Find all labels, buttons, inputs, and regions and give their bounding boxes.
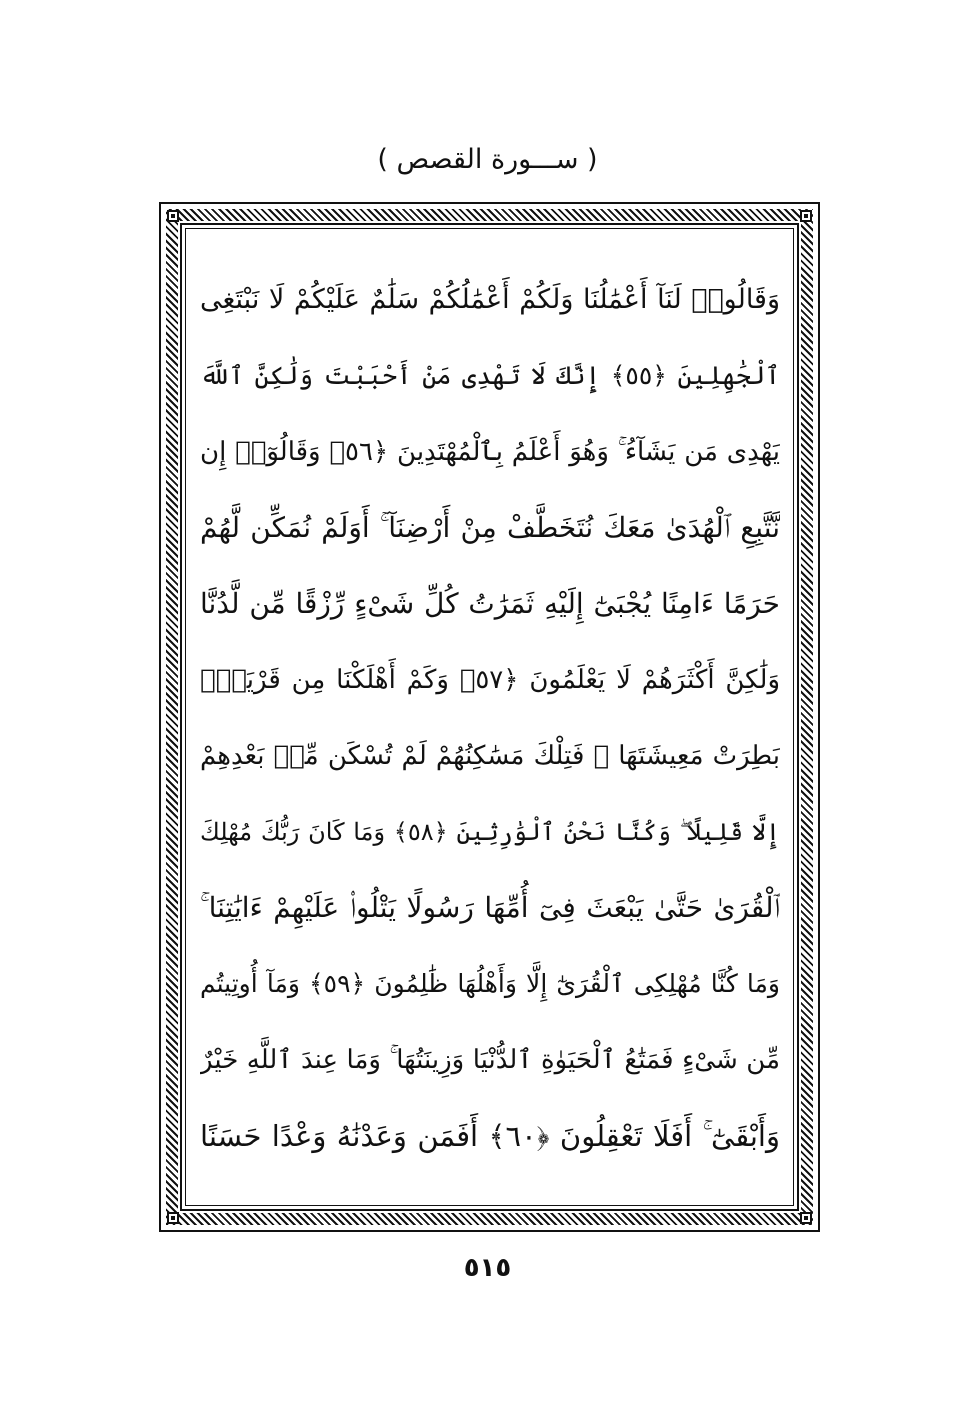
verse-line: وَقَالُوا۟ لَنَآ أَعْمَٰلُنَا وَلَكُمْ أَعْمَٰلُكُمْ سَلَٰمٌ عَلَيْكُمْ لَا نَبْتَغِى bbox=[200, 284, 780, 315]
verse-line: يَهْدِى مَن يَشَآءُ ۚ وَهُوَ أَعْلَمُ بِٱلْمُهْتَدِينَ ﴿٥٦﴾ وَقَالُوٓا۟ إِن bbox=[200, 437, 780, 467]
verse-line: بَطِرَتْ مَعِيشَتَهَا ۖ فَتِلْكَ مَسَٰكِنُهُمْ لَمْ تُسْكَن مِّنۢ بَعْدِهِمْ bbox=[200, 741, 780, 771]
frame-corner-ornament bbox=[167, 210, 179, 222]
surah-title: ( ســـورة القصص ) bbox=[377, 144, 598, 175]
frame-corner-ornament bbox=[167, 1212, 179, 1224]
verse-line: إِلَّا قَلِيلًا ۖ وَكُنَّا نَحْنُ ٱلْوَٰرِثِينَ ﴿٥٨﴾ وَمَا كَانَ رَبُّكَ مُهْلِكَ bbox=[200, 818, 780, 846]
page-number: ٥١٥ bbox=[463, 1253, 512, 1283]
frame-corner-ornament bbox=[800, 210, 812, 222]
verse-line: ٱلْجَٰهِلِينَ ﴿٥٥﴾ إِنَّكَ لَا تَهْدِى مَنْ أَحْبَبْتَ وَلَٰكِنَّ ٱللَّهَ bbox=[200, 361, 780, 390]
verse-line: حَرَمًا ءَامِنًا يُجْبَىٰٓ إِلَيْهِ ثَمَرَٰتُ كُلِّ شَىْءٍ رِّزْقًا مِّن لَّدُنَّا bbox=[200, 587, 780, 620]
verse-line: مِّن شَىْءٍ فَمَتَٰعُ ٱلْحَيَوٰةِ ٱلدُّنْيَا وَزِينَتُهَا ۚ وَمَا عِندَ ٱللَّهِ خَيْرٌ bbox=[200, 1045, 780, 1075]
verse-line: وَلَٰكِنَّ أَكْثَرَهُمْ لَا يَعْلَمُونَ ﴿٥٧﴾ وَكَمْ أَهْلَكْنَا مِن قَرْيَةٍۭ bbox=[200, 665, 780, 695]
frame-corner-ornament bbox=[800, 1212, 812, 1224]
verse-text-block bbox=[200, 262, 780, 1174]
verse-line: وَأَبْقَىٰٓ ۚ أَفَلَا تَعْقِلُونَ ﴿٦٠﴾ أَفَمَن وَعَدْنَٰهُ وَعْدًا حَسَنًا bbox=[200, 1119, 780, 1153]
verse-line: ٱلْقُرَىٰ حَتَّىٰ يَبْعَثَ فِىٓ أُمِّهَا رَسُولًا يَتْلُوا۟ عَلَيْهِمْ ءَايَٰتِنَا ۚ bbox=[200, 891, 780, 924]
verse-line: نَّتَّبِعِ ٱلْهُدَىٰ مَعَكَ نُتَخَطَّفْ مِنْ أَرْضِنَآ ۚ أَوَلَمْ نُمَكِّن لَّهُمْ bbox=[200, 511, 780, 544]
verse-line: وَمَا كُنَّا مُهْلِكِى ٱلْقُرَىٰٓ إِلَّا وَأَهْلُهَا ظَٰلِمُونَ ﴿٥٩﴾ وَمَآ أُوتِيتُم bbox=[200, 969, 780, 998]
